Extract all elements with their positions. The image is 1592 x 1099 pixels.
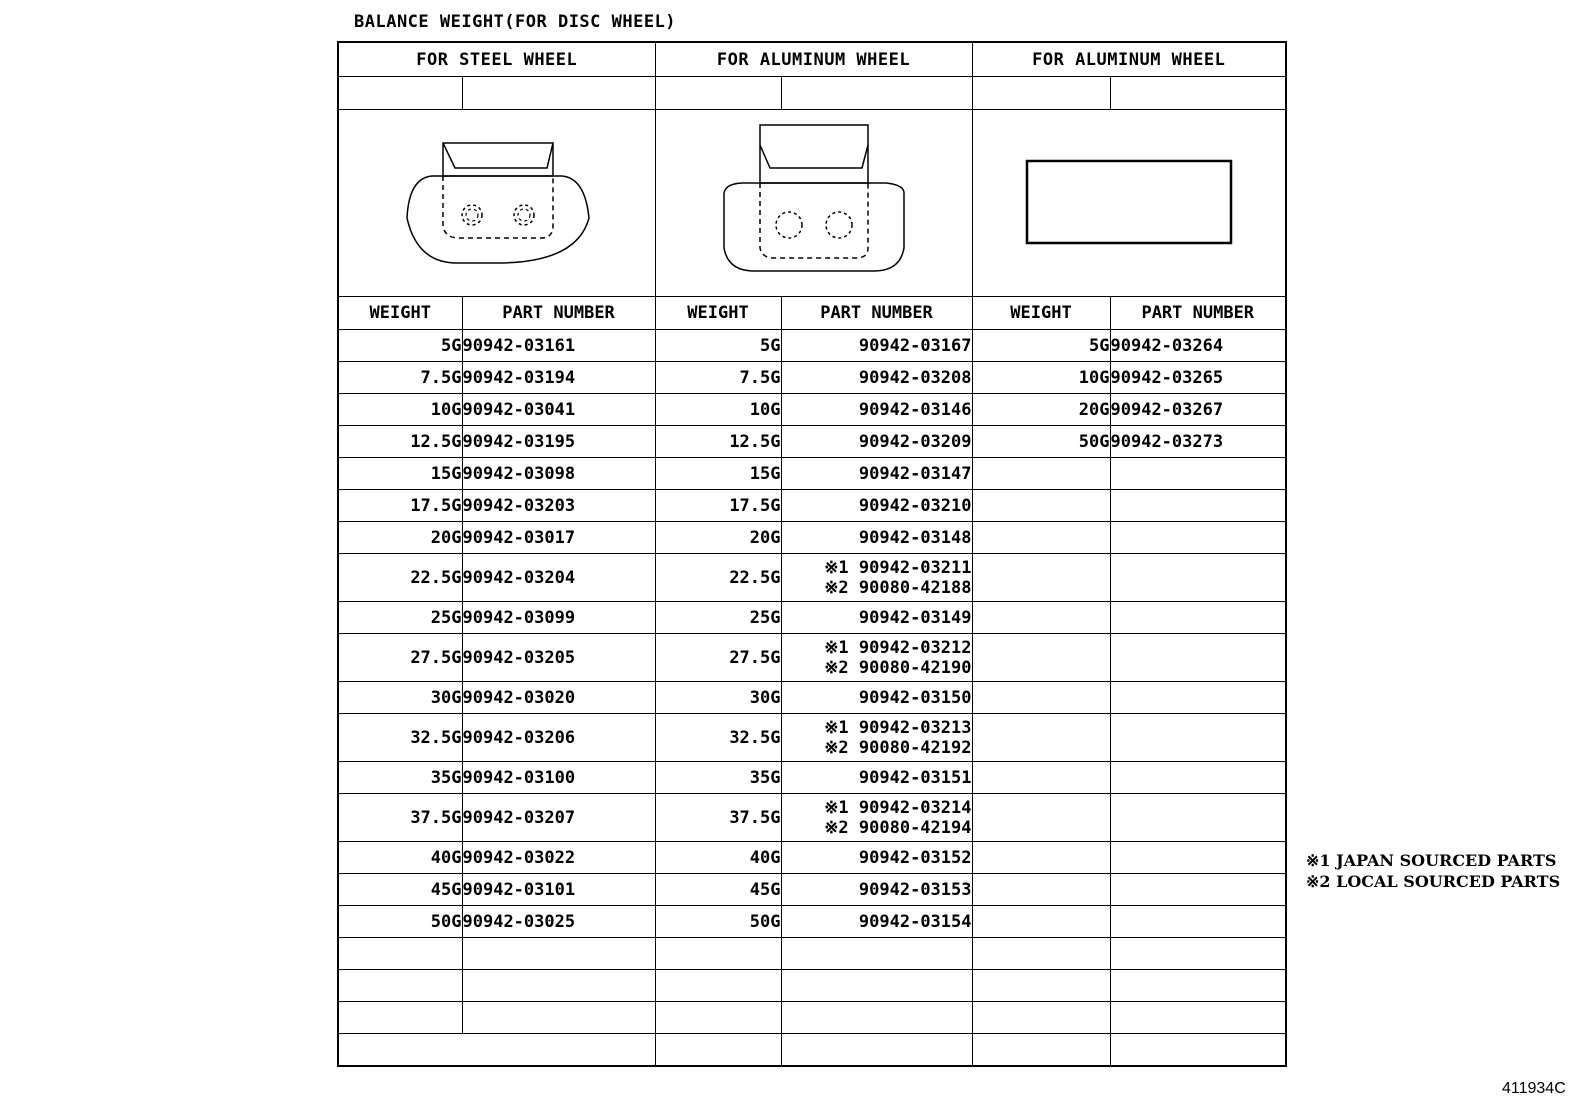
blank-cell [1110,682,1286,714]
steel-weight-cell: 35G [338,762,462,794]
steel-part-number-cell: 90942-03022 [462,842,655,874]
aluminum-part-number-cell: 90942-03151 [781,762,972,794]
table-row [338,906,1286,938]
aluminum-weight-cell: 50G [655,906,781,938]
blank-cell [338,970,462,1002]
steel-weight-cell: 17.5G [338,490,462,522]
aluminum-weight-cell: 12.5G [655,426,781,458]
aluminum-part-number-japan: ※1 90942-03211 [824,557,972,578]
aluminum-part-number-cell: 90942-03153 [781,874,972,906]
steel-part-number-cell: 90942-03099 [462,602,655,634]
table-row [338,794,1286,842]
blank-cell [1110,874,1286,906]
steel-part-number-cell: 90942-03204 [462,554,655,602]
empty-row [338,938,1286,970]
aluminum-weight-cell: 40G [655,842,781,874]
steel-weight-cell: 5G [338,330,462,362]
empty-row [338,1002,1286,1034]
steel-part-number-cell: 90942-03020 [462,682,655,714]
blank-cell [1110,906,1286,938]
blank-cell [1110,794,1286,842]
aluminum-weight-cell: 35G [655,762,781,794]
blank-cell [972,906,1110,938]
blank-cell [972,842,1110,874]
steel-part-number-cell: 90942-03025 [462,906,655,938]
steel-weight-illustration-cell [338,110,655,297]
blank-cell [972,682,1110,714]
blank-cell [338,938,462,970]
aluminum-weight-cell: 27.5G [655,634,781,682]
col-header-weight-aluminum: WEIGHT [655,297,781,330]
aluminum-weight-cell: 45G [655,874,781,906]
aluminum-part-number-local: ※2 90080-42192 [824,737,972,758]
aluminum-weight-cell: 37.5G [655,794,781,842]
blank-cell [1110,554,1286,602]
blank-cell [1110,522,1286,554]
blank-cell [1110,714,1286,762]
steel-part-number-cell: 90942-03101 [462,874,655,906]
figure-code: 411934C [1502,1080,1566,1097]
table-row [338,522,1286,554]
section-header-aluminum: FOR ALUMINUM WHEEL [655,42,972,77]
steel-part-number-cell: 90942-03203 [462,490,655,522]
blank-cell [1110,762,1286,794]
table-row [338,634,1286,682]
blank-cell [655,970,781,1002]
steel-weight-cell: 20G [338,522,462,554]
adhesive-part-number-cell: 90942-03267 [1110,394,1286,426]
steel-weight-cell: 27.5G [338,634,462,682]
blank-cell [781,1002,972,1034]
blank-cell [972,874,1110,906]
blank-cell [1110,458,1286,490]
steel-part-number-cell: 90942-03206 [462,714,655,762]
empty-row [338,970,1286,1002]
blank-cell [1110,602,1286,634]
blank-cell [972,634,1110,682]
blank-cell [972,1002,1110,1034]
blank-cell [1110,970,1286,1002]
aluminum-weight-cell: 5G [655,330,781,362]
clip-on-weight-steel-icon [397,138,597,268]
steel-weight-cell: 40G [338,842,462,874]
blank-cell [338,77,462,110]
aluminum-part-number-cell [781,794,972,842]
aluminum-part-number-cell [781,714,972,762]
table-row [338,458,1286,490]
steel-weight-cell: 7.5G [338,362,462,394]
table-row [338,554,1286,602]
blank-cell [781,970,972,1002]
table-row [338,762,1286,794]
legend-note-2: ※2 LOCAL SOURCED PARTS [1306,872,1561,891]
adhesive-part-number-cell: 90942-03273 [1110,426,1286,458]
steel-part-number-cell: 90942-03195 [462,426,655,458]
aluminum-part-number-cell [781,634,972,682]
blank-cell [1110,634,1286,682]
aluminum-part-number-local: ※2 90080-42190 [824,657,972,678]
table-row [338,602,1286,634]
section-header-steel: FOR STEEL WHEEL [338,42,655,77]
table-row [338,362,1286,394]
adhesive-weight-cell: 50G [972,426,1110,458]
steel-weight-cell: 15G [338,458,462,490]
aluminum-weight-cell: 10G [655,394,781,426]
adhesive-weight-cell: 10G [972,362,1110,394]
steel-part-number-cell: 90942-03207 [462,794,655,842]
aluminum-weight-cell: 25G [655,602,781,634]
blank-cell [462,970,655,1002]
aluminum-part-number-cell: 90942-03154 [781,906,972,938]
empty-row [338,1034,1286,1067]
aluminum-part-number-cell: 90942-03147 [781,458,972,490]
blank-cell [972,938,1110,970]
legend-note-1: ※1 JAPAN SOURCED PARTS [1306,851,1557,870]
adhesive-weight-illustration-cell [972,110,1286,297]
blank-cell [1110,1034,1286,1067]
aluminum-part-number-cell: 90942-03210 [781,490,972,522]
aluminum-part-number-cell: 90942-03150 [781,682,972,714]
col-header-weight-adhesive: WEIGHT [972,297,1110,330]
table-row [338,682,1286,714]
aluminum-weight-cell: 17.5G [655,490,781,522]
steel-part-number-cell: 90942-03017 [462,522,655,554]
steel-weight-cell: 25G [338,602,462,634]
blank-cell [655,77,781,110]
aluminum-weight-cell: 32.5G [655,714,781,762]
blank-cell [462,77,655,110]
table-row [338,490,1286,522]
blank-cell [972,714,1110,762]
steel-weight-cell: 12.5G [338,426,462,458]
steel-part-number-cell: 90942-03205 [462,634,655,682]
blank-cell [972,522,1110,554]
adhesive-weight-cell: 20G [972,394,1110,426]
aluminum-part-number-cell: 90942-03167 [781,330,972,362]
col-header-part-number-steel: PART NUMBER [462,297,655,330]
adhesive-part-number-cell: 90942-03264 [1110,330,1286,362]
steel-weight-cell: 30G [338,682,462,714]
blank-cell [781,938,972,970]
aluminum-weight-cell: 30G [655,682,781,714]
aluminum-part-number-japan: ※1 90942-03212 [824,637,972,658]
blank-cell [972,794,1110,842]
col-header-part-number-adhesive: PART NUMBER [1110,297,1286,330]
steel-weight-cell: 50G [338,906,462,938]
table-row [338,426,1286,458]
blank-cell [781,77,972,110]
steel-part-number-cell: 90942-03161 [462,330,655,362]
table-row [338,330,1286,362]
blank-cell [462,938,655,970]
aluminum-part-number-cell: 90942-03208 [781,362,972,394]
aluminum-part-number-cell: 90942-03149 [781,602,972,634]
blank-cell [972,1034,1110,1067]
blank-cell [1110,77,1286,110]
steel-part-number-cell: 90942-03100 [462,762,655,794]
blank-cell [781,1034,972,1067]
steel-part-number-cell: 90942-03041 [462,394,655,426]
steel-weight-cell: 37.5G [338,794,462,842]
blank-cell [655,1034,781,1067]
aluminum-part-number-cell: 90942-03146 [781,394,972,426]
aluminum-part-number-cell: 90942-03209 [781,426,972,458]
table-row [338,714,1286,762]
aluminum-part-number-local: ※2 90080-42188 [824,577,972,598]
steel-weight-cell: 32.5G [338,714,462,762]
blank-cell [655,938,781,970]
aluminum-part-number-cell: 90942-03148 [781,522,972,554]
section-header-aluminum-adhesive: FOR ALUMINUM WHEEL [972,42,1286,77]
blank-cell [972,970,1110,1002]
steel-weight-cell: 10G [338,394,462,426]
blank-cell [462,1002,655,1034]
adhesive-weight-icon [1019,153,1239,253]
blank-cell [338,1002,462,1034]
blank-cell [972,602,1110,634]
aluminum-weight-cell: 7.5G [655,362,781,394]
adhesive-weight-cell: 5G [972,330,1110,362]
aluminum-part-number-cell: 90942-03152 [781,842,972,874]
balance-weight-table [337,41,1287,1067]
clip-on-weight-aluminum-icon [714,123,914,283]
aluminum-part-number-japan: ※1 90942-03214 [824,797,972,818]
blank-cell [1110,490,1286,522]
blank-cell [1110,842,1286,874]
adhesive-part-number-cell: 90942-03265 [1110,362,1286,394]
aluminum-weight-illustration-cell [655,110,972,297]
blank-cell [338,1034,655,1067]
blank-cell [972,490,1110,522]
blank-cell [1110,1002,1286,1034]
blank-cell [972,77,1110,110]
page-title: BALANCE WEIGHT(FOR DISC WHEEL) [354,12,677,32]
blank-cell [972,554,1110,602]
steel-weight-cell: 45G [338,874,462,906]
col-header-part-number-aluminum: PART NUMBER [781,297,972,330]
aluminum-weight-cell: 20G [655,522,781,554]
aluminum-part-number-cell [781,554,972,602]
blank-cell [972,458,1110,490]
aluminum-part-number-japan: ※1 90942-03213 [824,717,972,738]
aluminum-weight-cell: 22.5G [655,554,781,602]
blank-cell [1110,938,1286,970]
legend [1306,850,1560,892]
table-row [338,874,1286,906]
steel-part-number-cell: 90942-03098 [462,458,655,490]
col-header-weight-steel: WEIGHT [338,297,462,330]
steel-weight-cell: 22.5G [338,554,462,602]
table-row [338,394,1286,426]
aluminum-part-number-local: ※2 90080-42194 [824,817,972,838]
steel-part-number-cell: 90942-03194 [462,362,655,394]
aluminum-weight-cell: 15G [655,458,781,490]
table-row [338,842,1286,874]
blank-cell [972,762,1110,794]
blank-cell [655,1002,781,1034]
